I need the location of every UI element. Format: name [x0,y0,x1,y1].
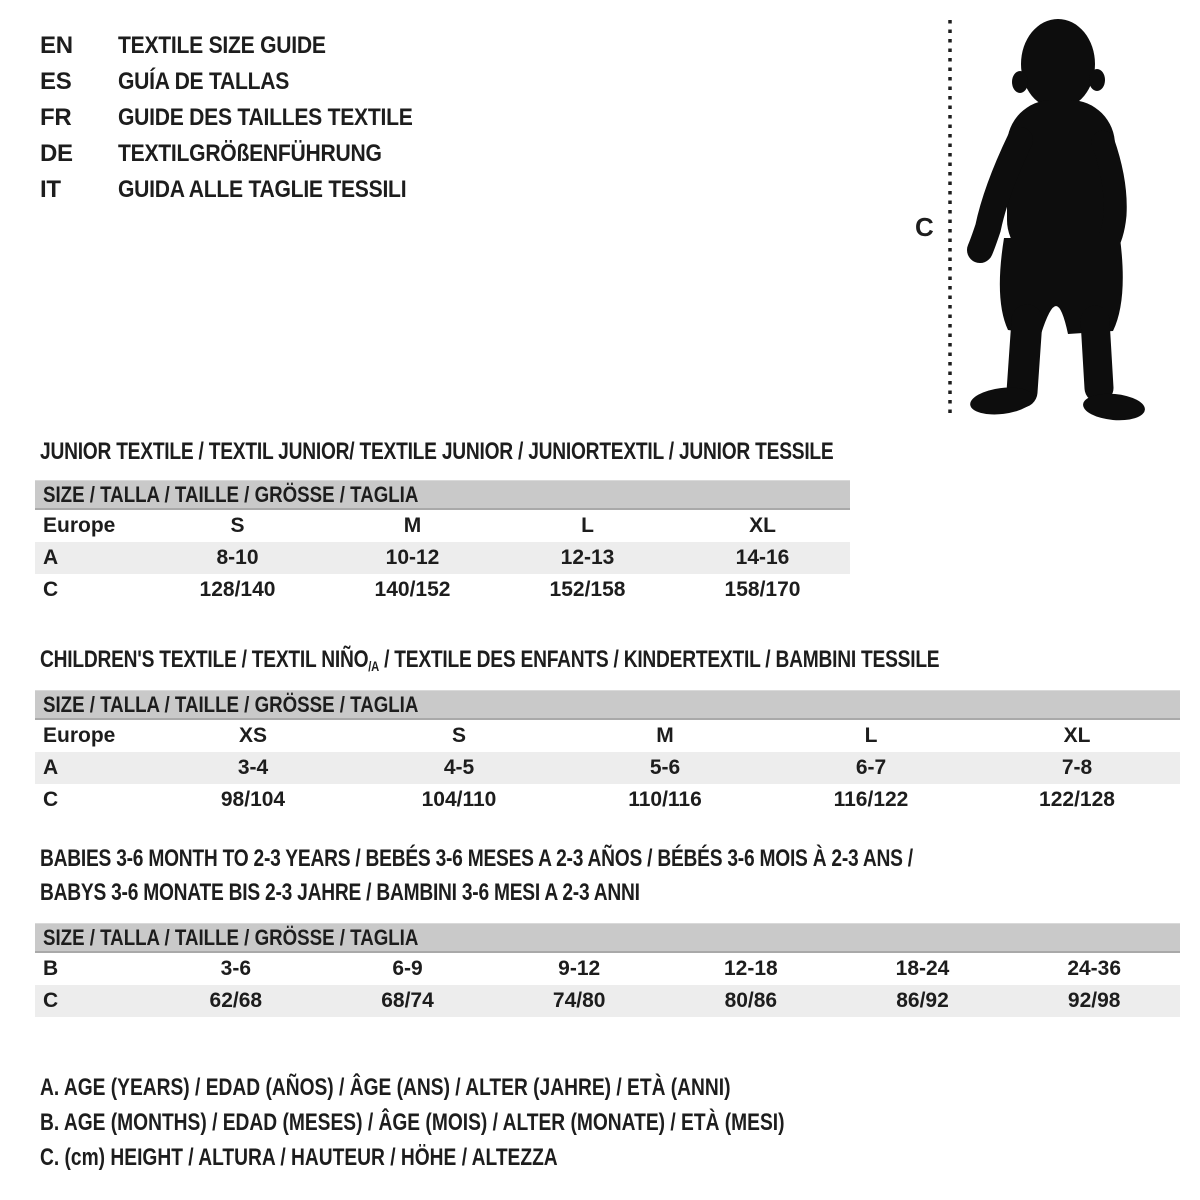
language-row [40,28,453,64]
language-row [40,64,453,100]
size-cell: 152/158 [549,578,626,601]
size-cell: S [230,514,245,537]
children-section-title-text [40,646,939,674]
row-label: C [43,578,59,601]
size-cell: M [656,724,674,747]
size-header-bar [35,480,850,510]
babies-title-line2-text: BABYS 3-6 MONATE BIS 2-3 JAHRE / BAMBINI 3-6 MESI A 2-3 ANNI [40,879,640,906]
legend-line-a-text: A. AGE (YEARS) / EDAD (AÑOS) / ÂGE (ANS) / ALTER (JAHRE) / ETÀ (ANNI) [40,1073,731,1101]
language-code: ES [40,68,72,95]
children-title-subscript: /A [368,658,380,674]
size-cell: XS [238,724,267,747]
junior-section-title [40,438,1032,466]
language-row [40,172,453,208]
size-header-bar [35,923,1180,953]
language-code: FR [40,104,72,131]
legend-line-a [40,1070,971,1105]
language-code: EN [40,32,73,59]
language-title: GUIDE DES TAILLES TEXTILE [118,104,413,131]
size-cell: 140/152 [374,578,451,601]
size-cell: 6-7 [855,756,887,779]
legend-line-c [40,1140,971,1175]
size-cell: 12-18 [723,957,778,980]
size-cell: M [403,514,422,537]
table-row [35,752,1180,784]
table-row [35,720,1180,752]
baby-silhouette [900,0,1200,440]
table-row [35,953,1180,985]
table-row [35,574,850,606]
size-cell: 3-4 [237,756,269,779]
size-cell: 9-12 [558,957,601,980]
size-cell: L [864,724,878,747]
size-cell: 62/68 [209,989,263,1012]
babies-size-table [35,923,1180,1017]
size-cell: 18-24 [895,957,950,980]
legend-line-c-text: C. (cm) HEIGHT / ALTURA / HAUTEUR / HÖHE / ALTEZZA [40,1143,558,1171]
size-cell: 110/116 [628,788,702,811]
size-cell: XL [1063,724,1091,747]
row-label: A [43,546,59,569]
size-header-label: SIZE / TALLA / TAILLE / GRÖSSE / TAGLIA [43,691,419,717]
table-row [35,510,850,542]
size-cell: 8-10 [216,546,259,569]
table-row [35,784,1180,816]
size-cell: 7-8 [1061,756,1093,779]
size-header-bar [35,690,1180,720]
size-cell: 3-6 [220,957,252,980]
size-cell: 116/122 [833,788,909,811]
row-label: C [43,989,59,1012]
size-header-label: SIZE / TALLA / TAILLE / GRÖSSE / TAGLIA [43,481,419,507]
language-title: TEXTILE SIZE GUIDE [118,32,326,59]
children-size-table [35,690,1180,816]
row-label: A [43,756,59,779]
size-cell: 86/92 [896,989,949,1012]
table-row [35,542,850,574]
language-code: IT [40,176,61,203]
row-label: Europe [43,724,116,747]
babies-section-title-line2 [40,879,790,907]
language-title: GUIDA ALLE TAGLIE TESSILI [118,176,407,203]
size-cell: 5-6 [649,756,681,779]
size-cell: 92/98 [1067,989,1121,1012]
size-cell: 6-9 [392,957,423,980]
legend-line-b-text: B. AGE (MONTHS) / EDAD (MESES) / ÂGE (MOIS) / ALTER (MONATE) / ETÀ (MESI) [40,1108,785,1136]
size-cell: 122/128 [1039,788,1115,811]
size-cell: 68/74 [381,989,434,1012]
language-row [40,136,453,172]
language-code: DE [40,140,73,167]
language-title-list [40,28,453,208]
junior-section-title-text: JUNIOR TEXTILE / TEXTIL JUNIOR/ TEXTILE JUNIOR / JUNIORTEXTIL / JUNIOR TESSILE [40,438,834,465]
size-cell: 80/86 [724,989,778,1012]
junior-size-table [35,480,850,606]
size-cell: 10-12 [385,546,440,569]
size-cell: 12-13 [560,546,615,569]
size-cell: XL [749,514,776,537]
figure-height-label: C [915,212,934,242]
size-cell: 14-16 [735,546,790,569]
size-cell: 104/110 [421,788,497,811]
children-title-prefix: CHILDREN'S TEXTILE / TEXTIL NIÑO [40,646,369,673]
table-row [35,985,1180,1017]
size-cell: 98/104 [220,788,286,811]
legend [40,1070,971,1175]
language-row [40,100,453,136]
language-title: TEXTILGRÖßENFÜHRUNG [118,140,382,167]
children-title-suffix: / TEXTILE DES ENFANTS / KINDERTEXTIL / BAMBINI TESSILE [379,646,940,673]
size-cell: 158/170 [724,578,801,601]
legend-line-b [40,1105,971,1140]
babies-title-line1-text: BABIES 3-6 MONTH TO 2-3 YEARS / BEBÉS 3-6 MESES A 2-3 AÑOS / BÉBÉS 3-6 MOIS À 2-3 ANS / [40,845,913,872]
size-cell: L [581,514,594,537]
size-header-label: SIZE / TALLA / TAILLE / GRÖSSE / TAGLIA [43,924,419,950]
children-section-title [40,646,1164,674]
size-cell: S [451,724,466,747]
toddler-figure [900,0,1200,440]
babies-section-title-line1 [40,845,1131,873]
row-label: Europe [43,514,116,537]
language-title: GUÍA DE TALLAS [118,68,290,95]
row-label: C [43,788,59,811]
size-cell: 74/80 [552,989,606,1012]
size-cell: 4-5 [443,756,475,779]
size-cell: 24-36 [1067,957,1122,980]
size-cell: 128/140 [199,578,276,601]
row-label: B [43,957,59,980]
